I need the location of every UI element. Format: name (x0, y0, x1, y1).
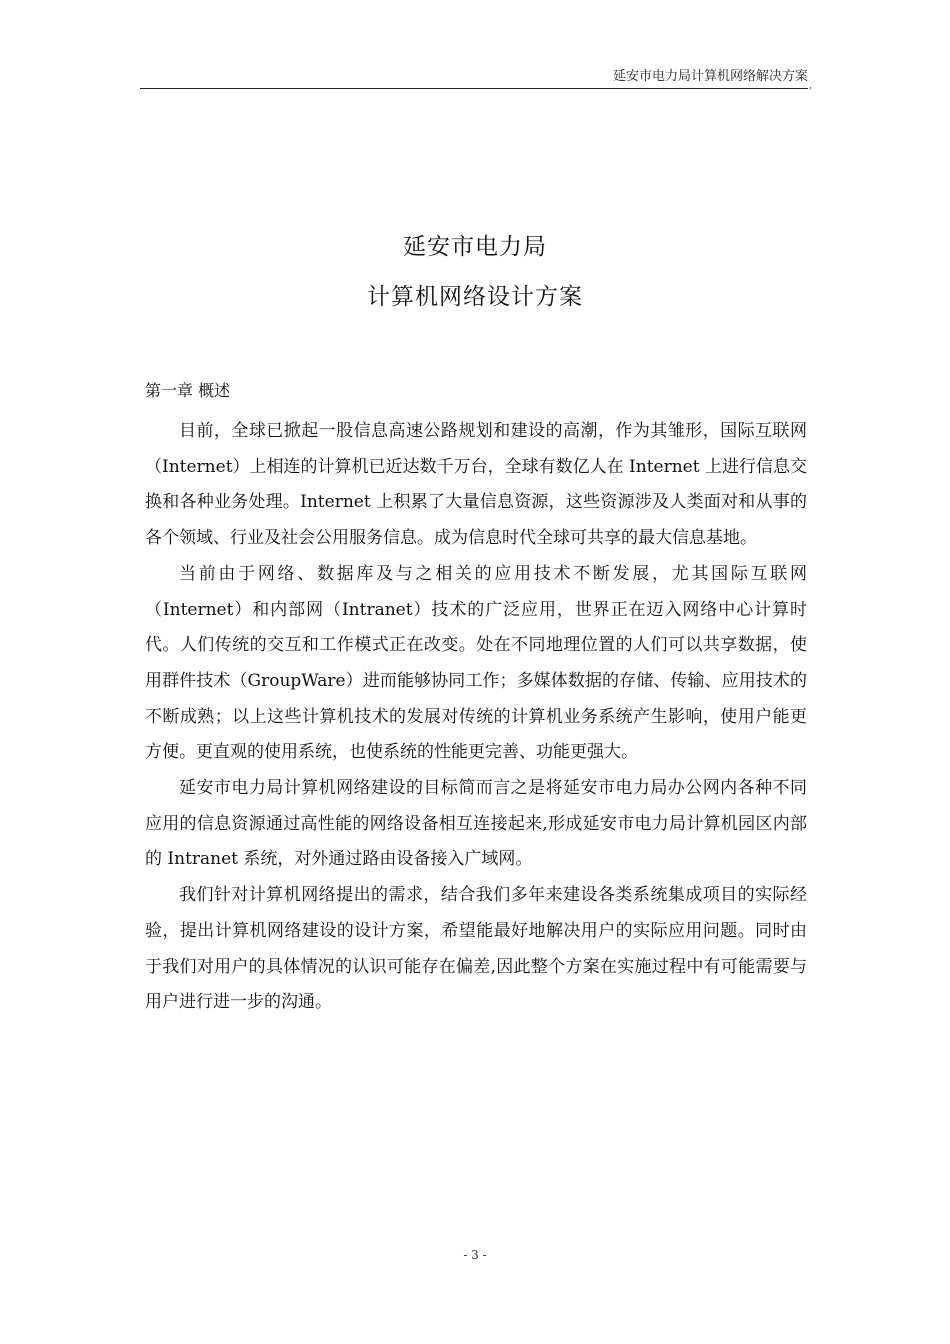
document-title-line2: 计算机网络设计方案 (367, 284, 583, 310)
paragraph: 目前，全球已掀起一股信息高速公路规划和建设的高潮，作为其雏形，国际互联网（Internet）上相连的计算机已近达数千万台，全球有数亿人在 Internet 上进行信息交换和各种业务处理。Internet 上积累了大量信息资源，这些资源涉及人类面对和从事的各个领域、行业及社会公用服务信息。成为信息时代全球可共享的最大信息基地。 (145, 421, 807, 549)
document-title-line1: 延安市电力局 (403, 234, 547, 260)
body-text (145, 414, 807, 1021)
header-mark: , (809, 80, 813, 91)
paragraph: 延安市电力局计算机网络建设的目标简而言之是将延安市电力局办公网内各种不同应用的信息资源通过高性能的网络设备相互连接起来,形成延安市电力局计算机园区内部的 Intranet 系统，对外通过路由设备接入广域网。 (145, 778, 807, 870)
paragraph: 当前由于网络、数据库及与之相关的应用技术不断发展，尤其国际互联网（Internet）和内部网（Intranet）技术的广泛应用，世界正在迈入网络中心计算时代。人们传统的交互和工作模式正在改变。处在不同地理位置的人们可以共享数据，使用群件技术（GroupWare）进而能够协同工作；多媒体数据的存储、传输、应用技术的不断成熟；以上这些计算机技术的发展对传统的计算机业务系统产生影响，使用户能更方便。更直观的使用系统，也使系统的性能更完善、功能更强大。 (145, 563, 807, 763)
paragraph: 我们针对计算机网络提出的需求，结合我们多年来建设各类系统集成项目的实际经验，提出计算机网络建设的设计方案，希望能最好地解决用户的实际应用问题。同时由于我们对用户的具体情况的认识可能存在偏差,因此整个方案在实施过程中有可能需要与用户进行进一步的沟通。 (145, 885, 807, 1013)
page-number: - 3 - (463, 1248, 487, 1262)
running-header: 延安市电力局计算机网络解决方案 (612, 69, 808, 84)
header-rule (140, 88, 808, 89)
chapter-heading: 第一章 概述 (145, 381, 231, 400)
